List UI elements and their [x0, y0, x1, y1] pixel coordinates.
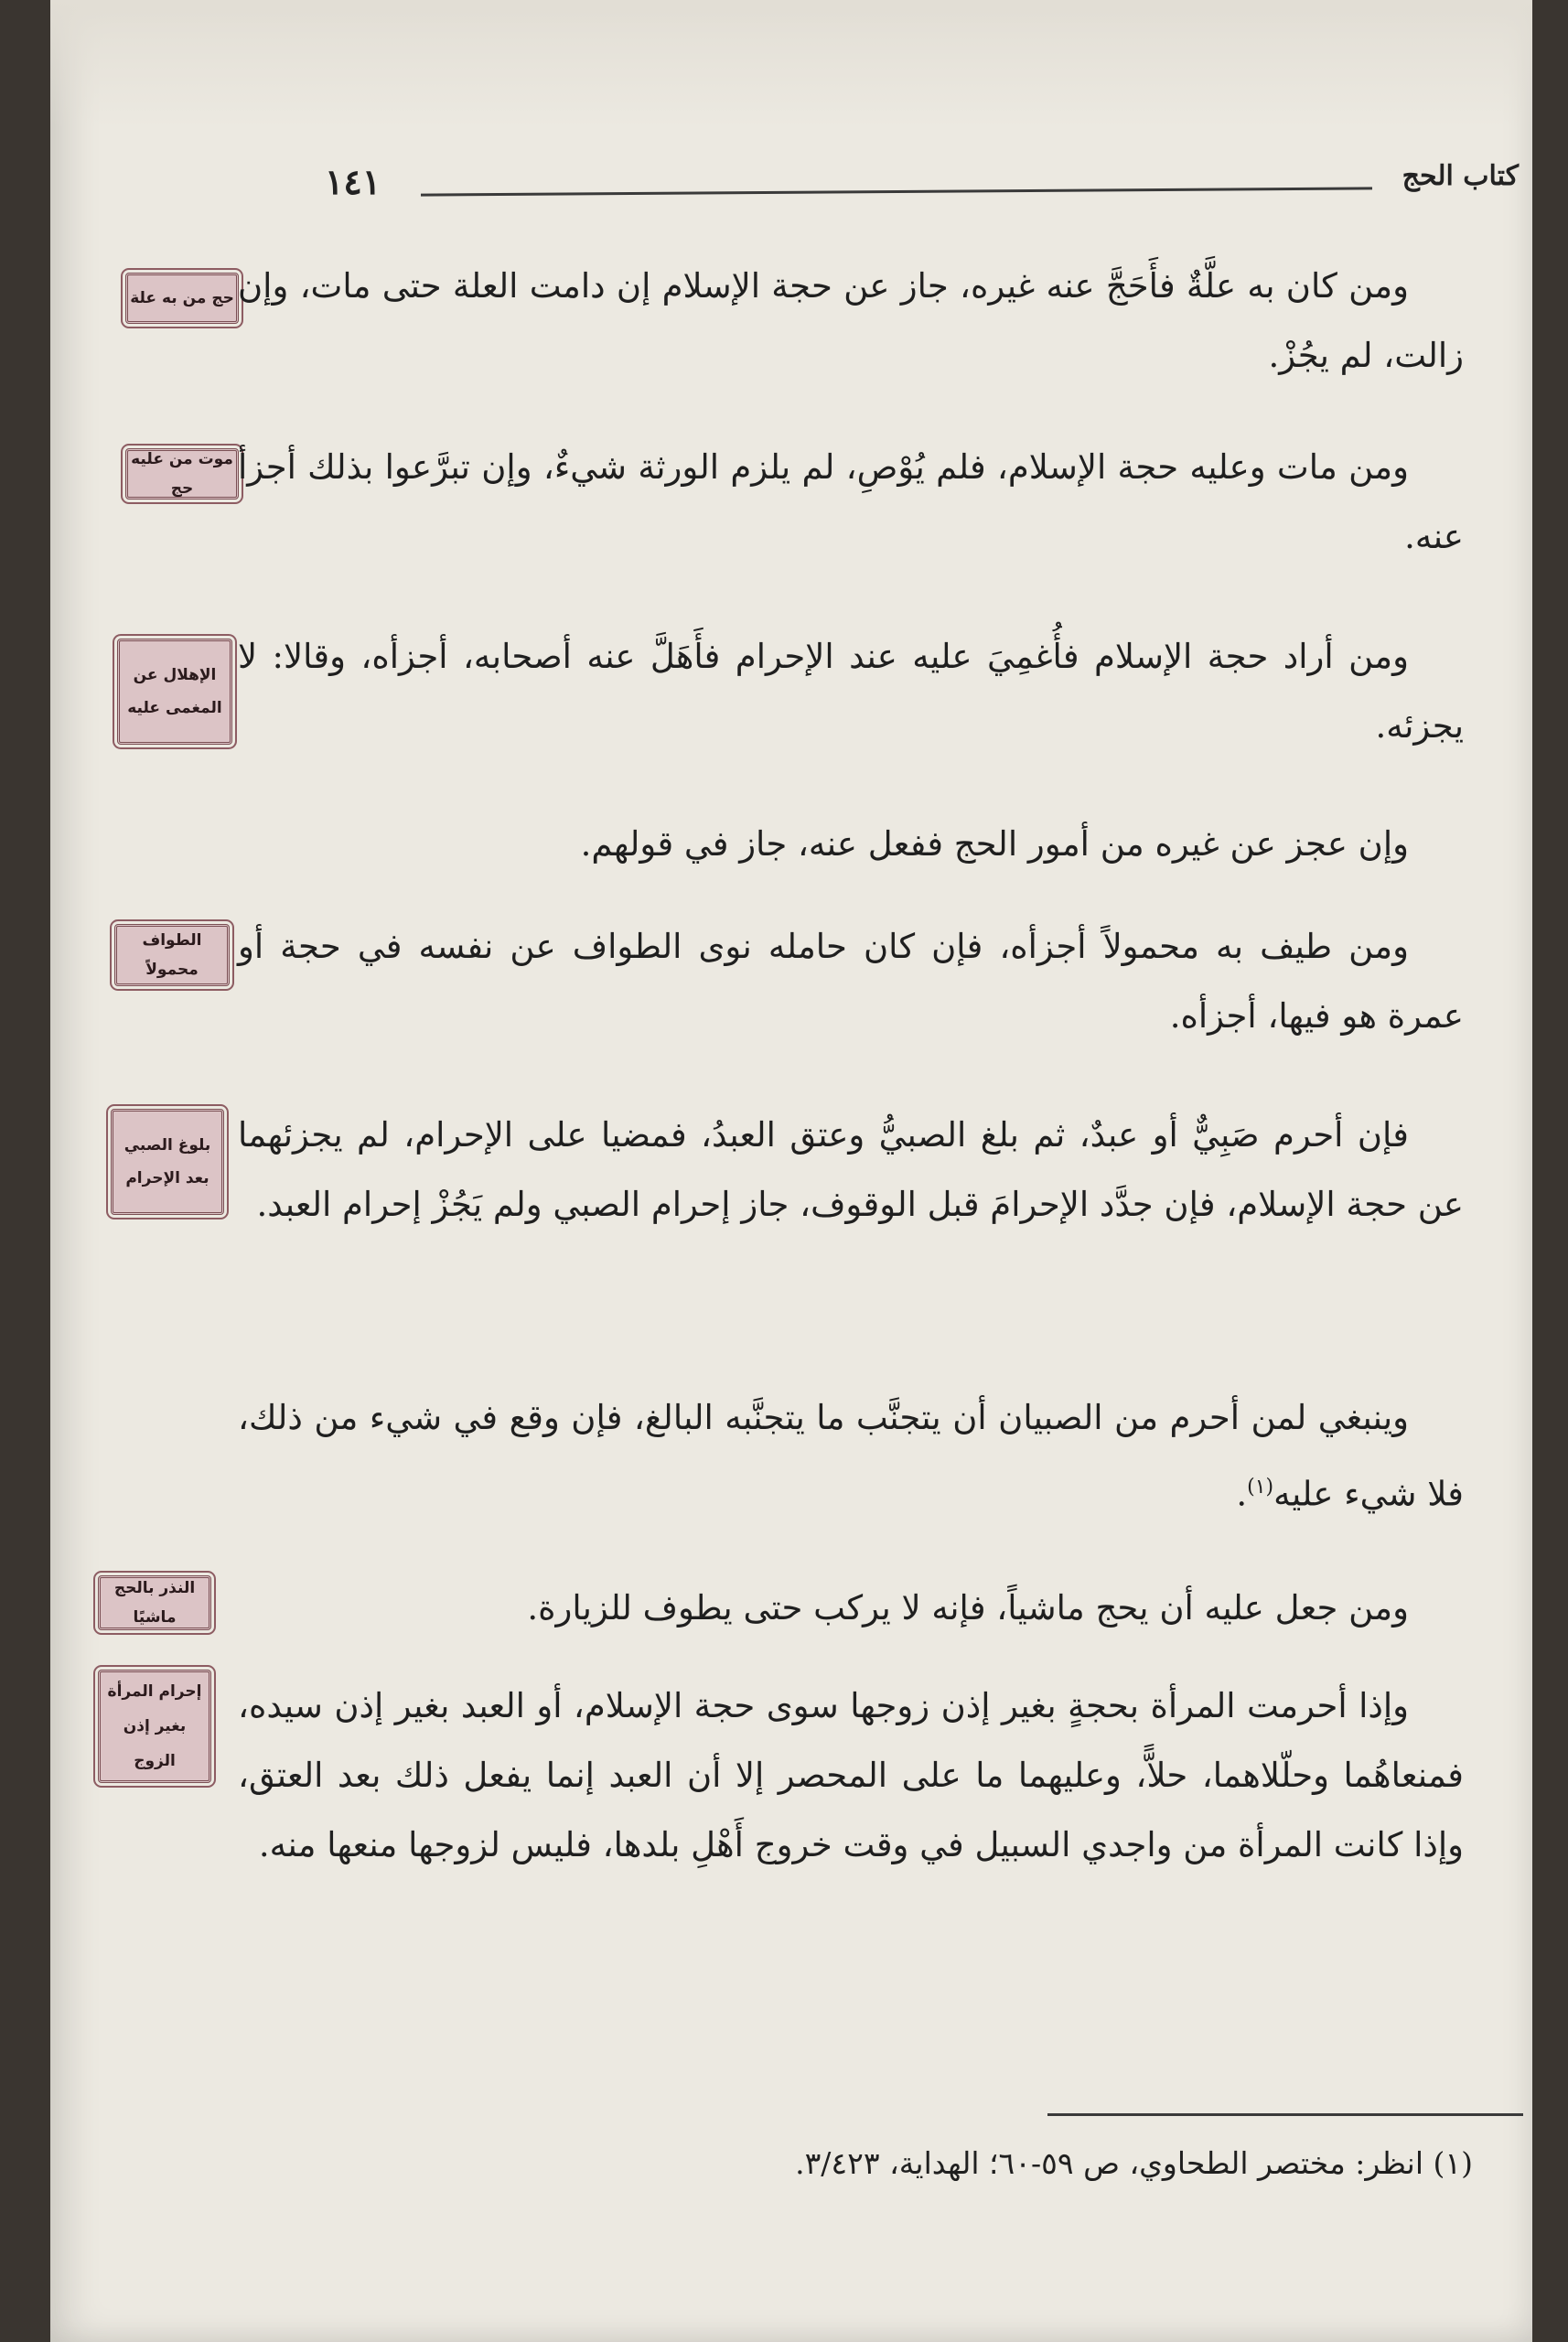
- book-page: [50, 0, 1532, 2342]
- page-content: [50, 0, 1532, 2342]
- paragraph: ومن جعل عليه أن يحج ماشياً، فإنه لا يركب حتى يطوف للزيارة.: [527, 1588, 1409, 1628]
- footnote-reference[interactable]: (١): [1247, 1476, 1274, 1499]
- paragraph: ومن طيف به محمولاً أجزأه، فإن كان حامله نوى الطواف عن نفسه في حجة أو عمرة هو فيها، أجزأه.: [238, 927, 1464, 1036]
- footnote-text: انظر: مختصر الطحاوي، ص ٥٩-٦٠؛ الهداية، ٣/٤٢٣.: [795, 2145, 1424, 2181]
- margin-tag: الإهلال عن المغمى عليه: [117, 639, 232, 745]
- footnote: [192, 2136, 1473, 2191]
- margin-tag: النذر بالحج ماشيًا: [98, 1575, 211, 1630]
- footnote-marker: (١): [1433, 2145, 1473, 2181]
- page-number: ١٤١: [325, 161, 381, 202]
- paragraph: ومن كان به علَّةٌ فأَحَجَّ عنه غيره، جاز عن حجة الإسلام إن دامت العلة حتى مات، وإن زالت، لم يجُزْ.: [238, 266, 1464, 375]
- margin-tag: بلوغ الصبي بعد الإحرام: [111, 1109, 224, 1215]
- paragraph: ومن أراد حجة الإسلام فأُغمِيَ عليه عند الإحرام فأَهَلَّ عنه أصحابه، أجزأه، وقالا: لا يجزئه.: [238, 637, 1464, 746]
- paragraph: فإن أحرم صَبِيٌّ أو عبدٌ، ثم بلغ الصبيُّ وعتق العبدُ، فمضيا على الإحرام، لم يجزئهما عن حجة الإسلام، فإن جدَّد الإحرامَ قبل الوقوف، جاز إحرام الصبي ولم يَجُزْ إحرام العبد.: [238, 1115, 1464, 1224]
- paragraph: ومن مات وعليه حجة الإسلام، فلم يُوْصِ، لم يلزم الورثة شيءٌ، وإن تبرَّعوا بذلك أجزأ عنه.: [238, 447, 1464, 556]
- margin-tag: حج من به علة: [125, 273, 239, 324]
- paragraph: وينبغي لمن أحرم من الصبيان أن يتجنَّب ما يتجنَّبه البالغ، فإن وقع في شيء من ذلك، فلا شيء عليه$^{(١)}$.: [238, 1398, 1464, 1514]
- paragraph: وإذا أحرمت المرأة بحجةٍ بغير إذن زوجها سوى حجة الإسلام، أو العبد بغير إذن سيده، فمنعاهُما وحلّلاهما، حلاًّ، وعليهما ما على المحصر إلا أن العبد إنما يفعل ذلك بعد العتق، وإذا كانت المرأة من واجدي السبيل في وقت خروج أَهْلِ بلدها، فليس لزوجها منعها منه.: [238, 1686, 1464, 1864]
- margin-tag: موت من عليه حج: [125, 448, 239, 500]
- margin-tag: إحرام المرأة بغير إذن الزوج: [98, 1670, 211, 1783]
- paragraph: وإن عجز عن غيره من أمور الحج ففعل عنه، جاز في قولهم.: [580, 824, 1409, 864]
- paragraph-text: وينبغي لمن أحرم من الصبيان أن يتجنَّب ما يتجنَّبه البالغ، فإن وقع في شيء من ذلك، فلا شيء عليه: [238, 1398, 1464, 1514]
- footnote-rule: [1047, 2113, 1523, 2116]
- margin-tag: الطواف محمولاً: [114, 924, 230, 986]
- running-title: كتاب الحج: [1402, 160, 1519, 192]
